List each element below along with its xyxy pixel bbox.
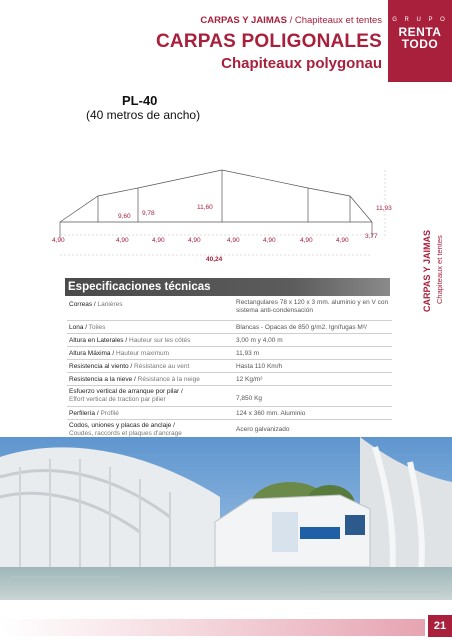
spec-label-fr: Hauteur maximum	[115, 350, 170, 357]
spec-value: 12 Kg/m²	[236, 376, 263, 383]
category-label	[200, 15, 382, 26]
span-label-5: 4,90	[227, 237, 240, 244]
span-label-6: 4,90	[263, 237, 276, 244]
span-label-2: 4,90	[116, 237, 129, 244]
spec-label-fr: Résistance au vent	[134, 363, 190, 370]
side-subtitle: Chapiteaux et tentes	[435, 235, 444, 304]
category-text: CARPAS Y JAIMAS	[200, 15, 287, 26]
span-label-3: 4,90	[152, 237, 165, 244]
spec-row: Resistencia a la nieve / Résistance à la neige 12 Kg/m²	[67, 373, 392, 386]
height-label-1: 9,60	[118, 213, 131, 220]
spec-label: Lona	[69, 324, 84, 331]
spec-label: Altura Máxima	[69, 350, 111, 357]
spec-value: 11,93 m	[236, 350, 260, 357]
model-code: PL-40	[122, 93, 158, 108]
brand-logo	[388, 0, 452, 82]
spec-row: Correas / Lanières Rectangulares 78 x 120 x 3 mm. aluminio y en V con sistema anti-condensación	[67, 299, 392, 321]
span-label-7: 4,90	[300, 237, 313, 244]
spec-row: Perfilería / Profilé 124 x 360 mm. Aluminio	[67, 407, 392, 420]
spec-value: 3,00 m y 4,00 m	[236, 337, 283, 344]
spec-label-fr: Profilé	[100, 410, 119, 417]
spec-label-fr: Hauteur sur les côtés	[128, 337, 191, 344]
total-width-label: 40,24	[206, 256, 223, 263]
logo-grupo: G R U P O	[392, 17, 448, 23]
spec-value: Hasta 110 Km/h	[236, 363, 283, 370]
spec-label-fr: Lanières	[97, 301, 123, 308]
venue-photo	[0, 437, 452, 600]
spec-label-fr: Effort vertical de traction par pilier	[69, 396, 166, 403]
spec-label-fr: Toiles	[88, 324, 106, 331]
spec-label-fr: Résistance à la neige	[137, 376, 200, 383]
height-label-2: 9,78	[142, 210, 155, 217]
logo-todo: TODO	[401, 37, 439, 51]
spec-row: Lona / Toiles Blancas - Opacas de 850 g/m2. Ignífugas M²/	[67, 321, 392, 334]
category-sub-text: / Chapiteaux et tentes	[289, 15, 382, 26]
side-category-label	[418, 229, 450, 316]
spec-value: 124 x 360 mm. Aluminio	[236, 410, 306, 417]
footer-bar	[0, 619, 425, 636]
specs-heading: Especificaciones técnicas	[65, 278, 390, 296]
height-label-3: 11,60	[197, 204, 213, 211]
side-title: CARPAS Y JAIMAS	[422, 229, 432, 312]
spec-label-fr: Coudes, raccords et plaques d'ancrage	[69, 430, 182, 437]
roof-outline	[60, 170, 372, 222]
span-label-1: 4,90	[52, 237, 65, 244]
logo-renta: RENTA	[398, 25, 442, 39]
page-number: 21	[428, 615, 452, 637]
model-width: (40 metros de ancho)	[86, 108, 201, 122]
spec-row: Altura en Laterales / Hauteur sur les côtés 3,00 m y 4,00 m	[67, 334, 392, 347]
spec-label: Esfuerzo vertical de arranque por pilar /	[69, 388, 183, 395]
page-subtitle: Chapiteaux polygonau	[221, 55, 382, 72]
tent-profile-diagram	[52, 160, 400, 270]
spec-value: Rectangulares 78 x 120 x 3 mm. aluminio y en V con sistema anti-condensación	[236, 299, 389, 314]
spec-row: Altura Máxima / Hauteur maximum 11,93 m	[67, 347, 392, 360]
height-label-4: 11,93	[376, 205, 392, 212]
page-title: CARPAS POLIGONALES	[156, 31, 382, 52]
spec-label: Altura en Laterales	[69, 337, 124, 344]
spec-label: Correas	[69, 301, 93, 308]
spec-value: Acero galvanizado	[236, 426, 290, 433]
spec-label: Codos, uniones y placas de anclaje /	[69, 422, 175, 429]
side-height-label: 3,77	[365, 233, 378, 240]
spec-label: Resistencia al viento	[69, 363, 129, 370]
spec-row	[67, 386, 392, 407]
spec-row: Resistencia al viento / Résistance au vent Hasta 110 Km/h	[67, 360, 392, 373]
spec-label: Resistencia a la nieve	[69, 376, 133, 383]
span-label-4: 4,90	[188, 237, 201, 244]
spec-label: Perfilería	[69, 410, 96, 417]
specs-table	[67, 299, 392, 440]
span-label-8: 4,90	[336, 237, 349, 244]
page-footer	[0, 612, 452, 640]
spec-value: 7,850 Kg	[236, 395, 263, 402]
spec-value: Blancas - Opacas de 850 g/m2. Ignífugas M²/	[236, 324, 367, 331]
